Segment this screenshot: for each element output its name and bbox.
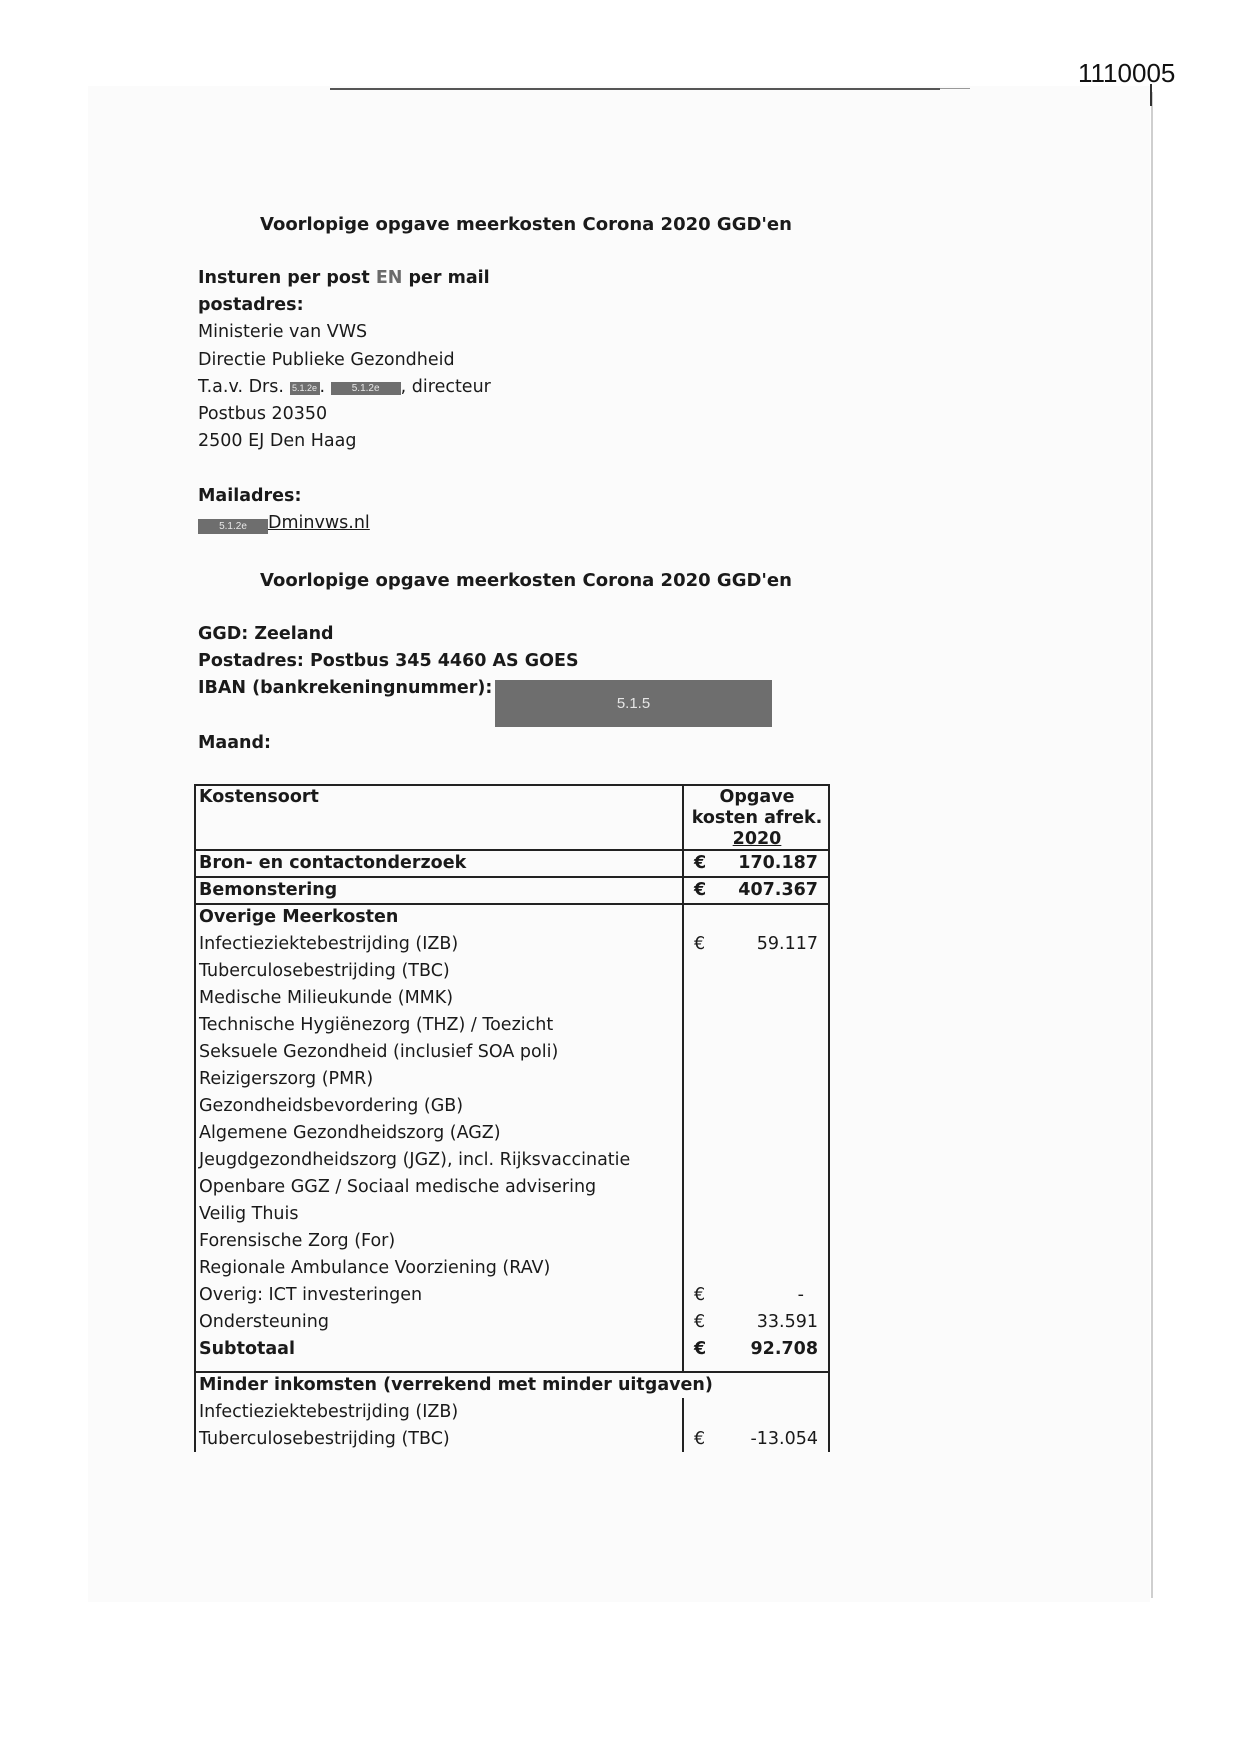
table-row xyxy=(194,1067,830,1094)
row-amount: 33.591 xyxy=(756,1312,818,1332)
table-row xyxy=(194,1427,830,1454)
attention-prefix: T.a.v. Drs. xyxy=(198,377,290,397)
postadres-label: postadres: xyxy=(198,295,304,315)
row-label: Overig: ICT investeringen xyxy=(199,1285,423,1305)
mail-label: Mailadres: xyxy=(198,486,302,506)
row-label: Subtotaal xyxy=(199,1339,295,1359)
form-title-2: Voorlopige opgave meerkosten Corona 2020 GGD'en xyxy=(260,570,792,591)
table-row xyxy=(194,1013,830,1040)
row-label: Infectieziektebestrijding (IZB) xyxy=(199,934,459,954)
redaction-a: 5.1.2e xyxy=(290,382,320,395)
table-row xyxy=(194,1256,830,1283)
address-postbus: Postbus 20350 xyxy=(198,404,328,424)
address-line-2: Directie Publieke Gezondheid xyxy=(198,350,455,370)
row-label: Algemene Gezondheidszorg (AGZ) xyxy=(199,1123,501,1143)
table-row xyxy=(194,851,830,878)
row-label: Minder inkomsten (verrekend met minder uitgaven) xyxy=(199,1375,713,1395)
table-row xyxy=(194,1040,830,1067)
row-currency: € xyxy=(694,880,707,900)
row-amount: 170.187 xyxy=(738,853,818,873)
row-currency: € xyxy=(694,934,706,954)
mail-address[interactable] xyxy=(198,513,370,534)
attention-suffix: , directeur xyxy=(400,377,491,397)
form-title: Voorlopige opgave meerkosten Corona 2020 GGD'en xyxy=(260,214,792,235)
row-currency: € xyxy=(694,1312,706,1332)
table-row xyxy=(194,1121,830,1148)
table-row xyxy=(194,1229,830,1256)
table-row xyxy=(194,1283,830,1310)
row-amount: 92.708 xyxy=(750,1339,818,1359)
row-label: Tuberculosebestrijding (TBC) xyxy=(199,961,450,981)
row-label: Ondersteuning xyxy=(199,1312,329,1332)
table-row xyxy=(194,932,830,959)
address-city: 2500 EJ Den Haag xyxy=(198,431,357,451)
header-kostensoort: Kostensoort xyxy=(199,787,319,807)
row-currency: € xyxy=(694,1285,706,1305)
row-label: Regionale Ambulance Voorziening (RAV) xyxy=(199,1258,551,1278)
attention-line xyxy=(198,377,491,397)
table-row xyxy=(194,1148,830,1175)
top-rule xyxy=(330,88,940,90)
row-label: Forensische Zorg (For) xyxy=(199,1231,396,1251)
row-label: Overige Meerkosten xyxy=(199,907,399,927)
row-currency: € xyxy=(694,853,707,873)
row-currency: € xyxy=(694,1429,706,1449)
redaction-b: 5.1.2e xyxy=(331,382,401,395)
document-number: 1110005 xyxy=(1078,58,1176,88)
table-rule-top xyxy=(194,784,830,786)
table-row xyxy=(194,1400,830,1427)
row-label: Jeugdgezondheidszorg (JGZ), incl. Rijksvaccinatie xyxy=(199,1150,631,1170)
table-row xyxy=(194,959,830,986)
table-row xyxy=(194,1373,830,1400)
row-label: Seksuele Gezondheid (inclusief SOA poli) xyxy=(199,1042,559,1062)
row-label: Medische Milieukunde (MMK) xyxy=(199,988,454,1008)
table-row xyxy=(194,1310,830,1337)
cost-table xyxy=(194,784,830,1452)
table-row xyxy=(194,1175,830,1202)
send-instruction xyxy=(198,268,490,288)
row-label: Bron- en contactonderzoek xyxy=(199,853,467,873)
attention-dot: . xyxy=(319,377,326,397)
row-label: Bemonstering xyxy=(199,880,338,900)
header-opgave-1: Opgave xyxy=(719,787,795,807)
row-label: Infectieziektebestrijding (IZB) xyxy=(199,1402,459,1422)
row-amount: -13.054 xyxy=(750,1429,818,1449)
table-row xyxy=(194,986,830,1013)
row-amount: - xyxy=(797,1285,804,1305)
header-opgave xyxy=(684,787,830,850)
send-instruction-pre: Insturen per post xyxy=(198,268,376,288)
iban-redaction: 5.1.5 xyxy=(495,680,772,727)
mail-link[interactable]: Dminvws.nl xyxy=(268,513,370,533)
header-opgave-2: kosten afrek. xyxy=(691,808,823,828)
iban-label: IBAN (bankrekeningnummer): xyxy=(198,678,493,698)
table-row-subtotal xyxy=(194,1337,830,1364)
mail-redaction: 5.1.2e xyxy=(198,519,268,534)
ggd-line: GGD: Zeeland xyxy=(198,624,334,644)
row-label: Tuberculosebestrijding (TBC) xyxy=(199,1429,450,1449)
row-label: Reizigerszorg (PMR) xyxy=(199,1069,374,1089)
right-margin-line xyxy=(1151,92,1153,1598)
send-instruction-en: EN xyxy=(375,268,403,288)
header-opgave-3: 2020 xyxy=(732,829,782,849)
top-rule-tail xyxy=(940,88,970,89)
row-currency: € xyxy=(694,1339,707,1359)
ggd-postadres: Postadres: Postbus 345 4460 AS GOES xyxy=(198,651,579,671)
row-amount: 407.367 xyxy=(738,880,818,900)
table-row xyxy=(194,1202,830,1229)
table-row xyxy=(194,1094,830,1121)
row-amount: 59.117 xyxy=(756,934,818,954)
row-label: Openbare GGZ / Sociaal medische advisering xyxy=(199,1177,597,1197)
maand-label: Maand: xyxy=(198,733,272,753)
row-label: Gezondheidsbevordering (GB) xyxy=(199,1096,464,1116)
table-row xyxy=(194,878,830,905)
address-line-1: Ministerie van VWS xyxy=(198,322,368,342)
table-row xyxy=(194,905,830,932)
send-instruction-post: per mail xyxy=(402,268,490,288)
row-label: Technische Hygiënezorg (THZ) / Toezicht xyxy=(199,1015,554,1035)
row-label: Veilig Thuis xyxy=(199,1204,299,1224)
